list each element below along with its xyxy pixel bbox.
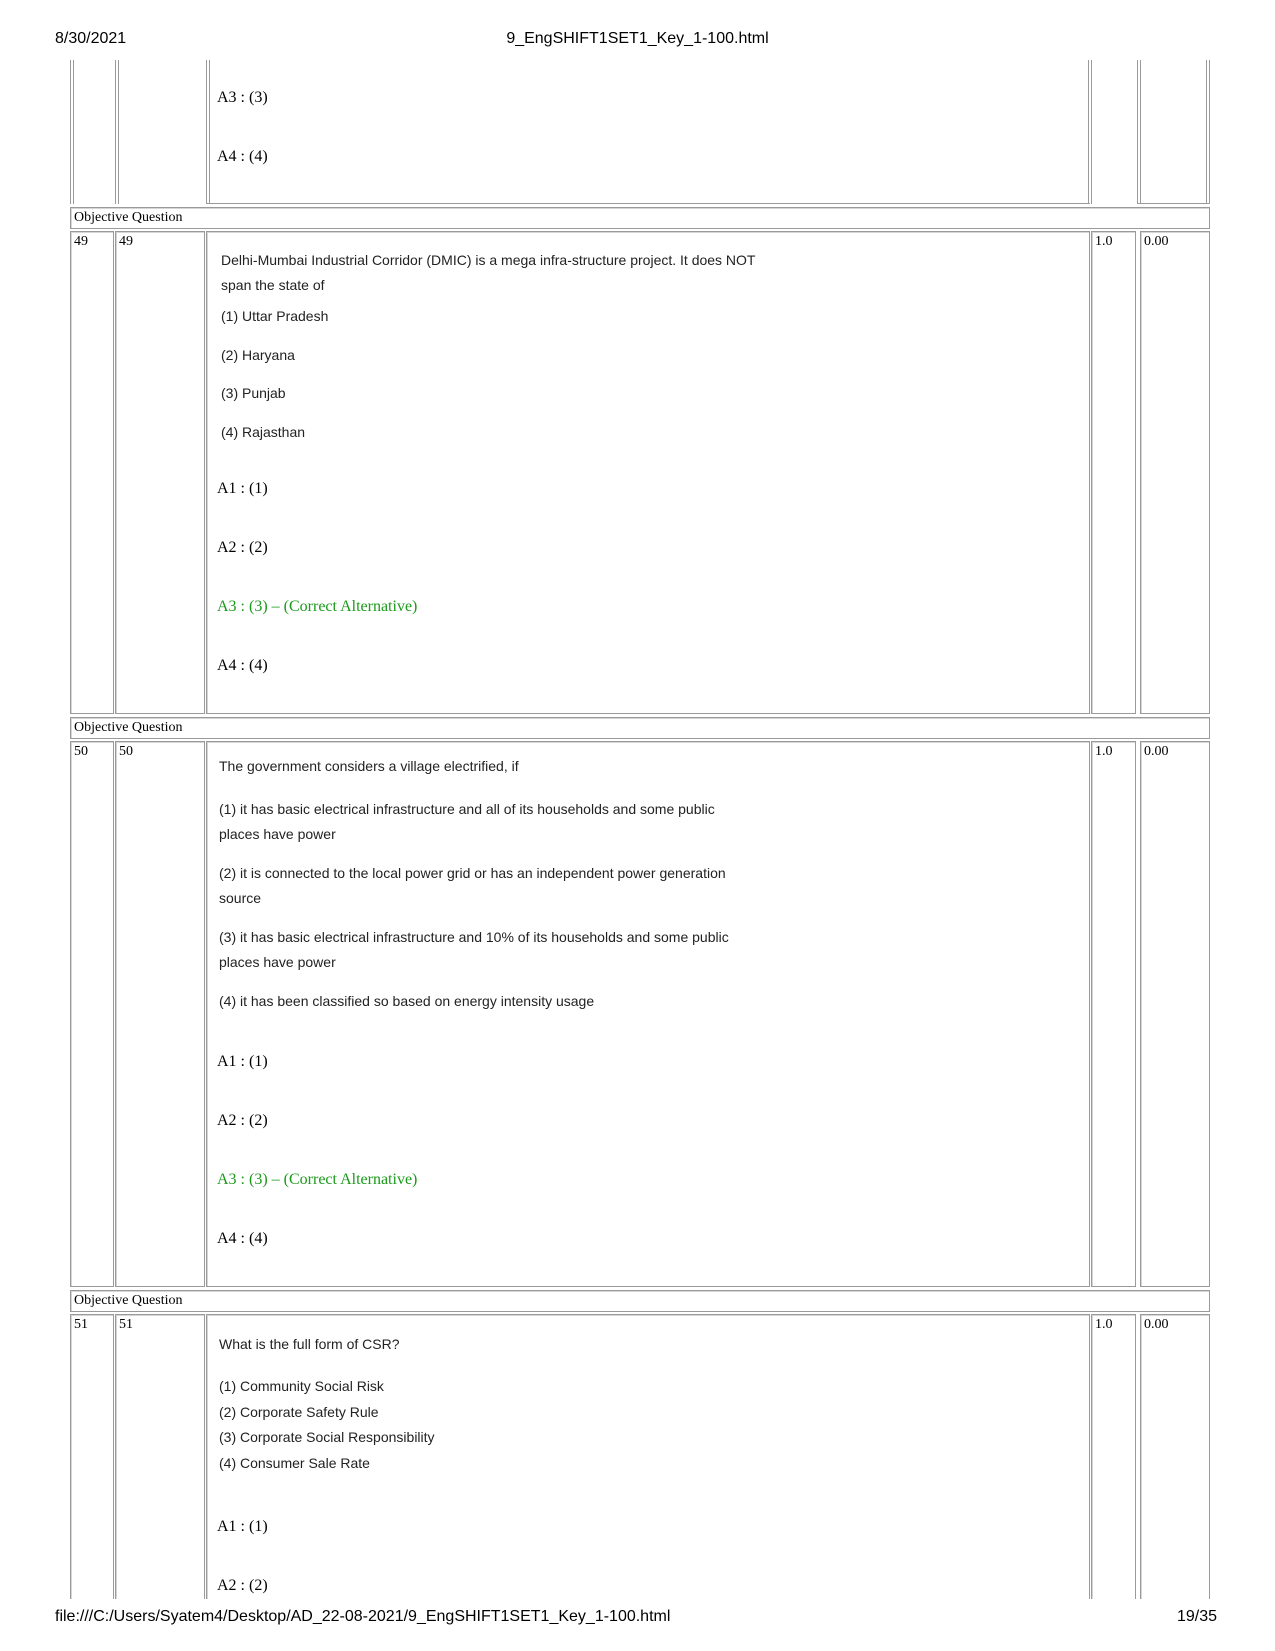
question-text: Delhi-Mumbai Industrial Corridor (DMIC) is a mega infra-structure project. It does NOT span the state of bbox=[221, 252, 756, 293]
question-cell bbox=[206, 231, 1090, 714]
section-label: Objective Question bbox=[70, 717, 1210, 739]
negative-marks: 0.00 bbox=[1140, 231, 1210, 714]
question-text: What is the full form of CSR? bbox=[219, 1336, 400, 1352]
section-label: Objective Question bbox=[70, 207, 1210, 229]
correct-answer: A3 : (3) – (Correct Alternative) bbox=[217, 1171, 418, 1188]
marks: 1.0 bbox=[1091, 741, 1136, 1287]
question-id: 50 bbox=[115, 741, 205, 1287]
marks: 1.0 bbox=[1091, 231, 1136, 714]
file-path: file:///C:/Users/Syatem4/Desktop/AD_22-08-2021/9_EngSHIFT1SET1_Key_1-100.html bbox=[55, 1608, 671, 1625]
answer-option: A1 : (1) bbox=[217, 1053, 268, 1070]
answer-option: A4 : (4) bbox=[217, 1230, 268, 1247]
serial-number: 51 bbox=[70, 1314, 114, 1599]
marks: 1.0 bbox=[1091, 1314, 1136, 1599]
page-number: 19/35 bbox=[1176, 1608, 1217, 1625]
answer-option: A2 : (2) bbox=[217, 1112, 268, 1129]
section-label: Objective Question bbox=[70, 1290, 1210, 1312]
answer-option: A2 : (2) bbox=[217, 1577, 268, 1594]
negative-marks: 0.00 bbox=[1140, 1314, 1210, 1599]
correct-answer: A3 : (3) – (Correct Alternative) bbox=[217, 598, 418, 615]
serial-number: 49 bbox=[70, 231, 114, 714]
option-list: (1) it has basic electrical infrastructure and all of its households and some public places have power (2) it is connected to the local power grid or has an independent power generation source (3) it has basic electrical infrastructure and 10% of its households and some public places have power (4) it has been classified so based on energy intensity usage bbox=[219, 801, 729, 1009]
prev-answer-4: A4 : (4) bbox=[217, 148, 268, 165]
question-id: 51 bbox=[115, 1314, 205, 1599]
answer-option: A1 : (1) bbox=[217, 1518, 268, 1535]
answer-option: A4 : (4) bbox=[217, 657, 268, 674]
print-date: 8/30/2021 bbox=[55, 30, 127, 47]
prev-answer-3: A3 : (3) bbox=[217, 89, 268, 106]
serial-number: 50 bbox=[70, 741, 114, 1287]
question-id: 49 bbox=[115, 231, 205, 714]
negative-marks: 0.00 bbox=[1140, 741, 1210, 1287]
answer-option: A1 : (1) bbox=[217, 480, 268, 497]
option-list: (1) Community Social Risk (2) Corporate Safety Rule (3) Corporate Social Responsibility (4) Consumer Sale Rate bbox=[219, 1378, 435, 1471]
question-text: The government considers a village electrified, if bbox=[219, 758, 519, 774]
answer-option: A2 : (2) bbox=[217, 539, 268, 556]
page-title: 9_EngSHIFT1SET1_Key_1-100.html bbox=[506, 30, 769, 47]
